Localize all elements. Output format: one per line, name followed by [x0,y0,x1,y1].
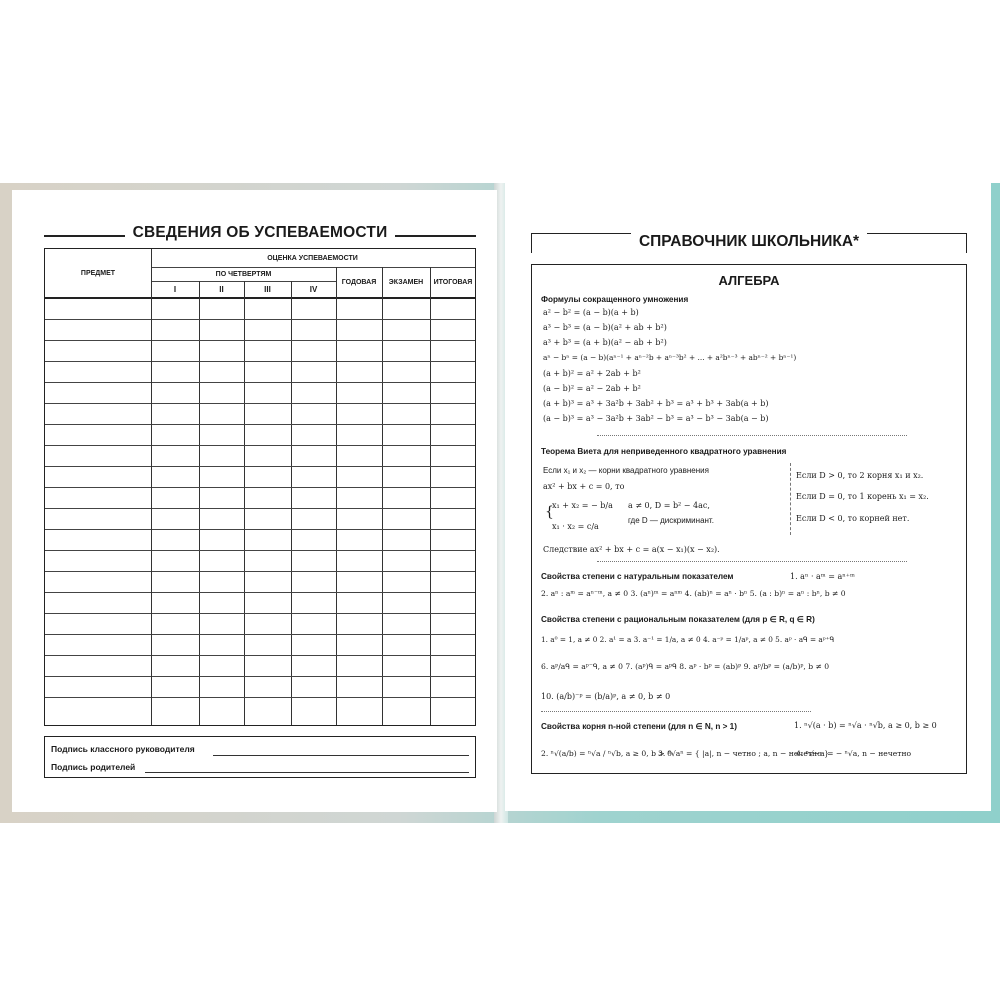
s1-line: (a + b)³ = a³ + 3a²b + 3ab² + b³ = a³ + b³ + 3ab(a + b) [543,399,769,408]
s2-l2: ax² + bx + c = 0, то [543,482,625,491]
grade-row-line [45,445,475,446]
s2-l4: x₁ · x₂ = c/a [552,522,599,531]
grade-row-line [45,571,475,572]
grade-row-line [45,529,475,530]
s1-line: (a + b)² = a² + 2ab + b² [543,369,641,378]
s5-p3: 3. ⁿ√aⁿ = { |a|, n − четно ; a, n − нечетно } [658,749,829,758]
quarter-2: II [219,284,224,294]
divider [541,711,811,712]
s1-title: Формулы сокращенного умножения [541,295,689,304]
grade-row-line [45,487,475,488]
grade-row-line [45,382,475,383]
col-quarters: ПО ЧЕТВЕРТЯМ [215,270,272,278]
s2-l3: x₁ + x₂ = − b/a [552,501,613,510]
s2-title: Теорема Виета для неприведенного квадратного уравнения [541,447,787,456]
brace-icon: { [545,504,554,520]
signature-box [44,736,476,778]
quarter-4: IV [309,284,318,294]
s1-line: (a − b)² = a² − 2ab + b² [543,384,641,393]
sign-teacher-label: Подпись классного руководителя [51,744,195,754]
algebra-heading: АЛГЕБРА [718,273,780,288]
s3-title: Свойства степени с натуральным показателем [541,572,734,581]
divider [597,561,907,562]
reference-title-row [531,229,967,255]
reference-title: СПРАВОЧНИК ШКОЛЬНИКА* [631,233,867,250]
s4-line1: 1. a⁰ = 1, a ≠ 0 2. a¹ = a 3. a⁻¹ = 1/a, a ≠ 0 4. a⁻ᵖ = 1/aᵖ, a ≠ 0 5. aᵖ · aᑫ = aᵖ⁺ᑫ [541,635,835,644]
quarter-1: I [173,284,177,294]
quarter-3: III [264,284,271,294]
grade-row-line [45,634,475,635]
subject-column-line [151,249,152,725]
s5-p4: 4. ⁿ√−a = − ⁿ√a, n − нечетно [796,749,912,758]
s5-p1: 1. ⁿ√(a · b) = ⁿ√a · ⁿ√b, a ≥ 0, b ≥ 0 [794,721,937,730]
s2-r3: Если D < 0, то корней нет. [796,514,910,523]
grade-row-line [45,340,475,341]
col-exam: ЭКЗАМЕН [388,278,424,286]
grades-table [44,248,476,726]
left-page [12,190,497,812]
grade-row-line [45,508,475,509]
sign-teacher-line[interactable] [213,755,469,756]
vieta-separator [790,463,791,535]
s4-title: Свойства степени с рациональным показателем (для p ∈ R, q ∈ R) [541,615,815,624]
col-final: ИТОГОВАЯ [433,278,473,286]
s1-line: aⁿ − bⁿ = (a − b)(aⁿ⁻¹ + aⁿ⁻²b + aⁿ⁻³b² + ... + a²bⁿ⁻³ + abⁿ⁻² + bⁿ⁻¹) [543,353,797,362]
grade-row-line [45,403,475,404]
grade-row-line [45,592,475,593]
grade-row-line [45,550,475,551]
right-page [505,183,991,811]
grade-row-line [45,676,475,677]
s1-line: a³ − b³ = (a − b)(a² + ab + b²) [543,323,667,332]
grade-row-line [45,319,475,320]
s3-p2: 2. aⁿ : aᵐ = aⁿ⁻ᵐ, a ≠ 0 3. (aⁿ)ᵐ = aⁿᵐ 4. (ab)ⁿ = aⁿ · bⁿ 5. (a : b)ⁿ = aⁿ : bⁿ, b ≠ 0 [541,589,846,598]
col-grades: ОЦЕНКА УСПЕВАЕМОСТИ [267,254,358,262]
col-subject: ПРЕДМЕТ [80,269,116,277]
s4-line3: 10. (a/b)⁻ᵖ = (b/a)ᵖ, a ≠ 0, b ≠ 0 [541,692,671,701]
s2-l6: где D — дискриминант. [628,516,714,525]
grade-row-line [45,613,475,614]
grades-title: СВЕДЕНИЯ ОБ УСПЕВАЕМОСТИ [125,224,396,241]
grade-row-line [45,424,475,425]
grade-row-line [45,361,475,362]
s4-line2: 6. aᵖ/aᑫ = aᵖ⁻ᑫ, a ≠ 0 7. (aᵖ)ᑫ = aᵖᑫ 8. aᵖ · bᵖ = (ab)ᵖ 9. aᵖ/bᵖ = (a/b)ᵖ, b ≠ 0 [541,662,830,671]
s1-line: a² − b² = (a − b)(a + b) [543,308,639,317]
algebra-reference-box [531,264,967,774]
sign-parents-line[interactable] [145,772,469,773]
grade-row-line [45,655,475,656]
grade-row-line [45,697,475,698]
s3-p1: 1. aⁿ · aᵐ = aⁿ⁺ᵐ [790,572,855,581]
s1-line: (a − b)³ = a³ − 3a²b + 3ab² − b³ = a³ − b³ − 3ab(a − b) [543,414,769,423]
grades-title-row [44,224,476,246]
grade-row-line [45,466,475,467]
s2-l1: Если x₁ и x₂ — корни квадратного уравнения [543,466,709,475]
s2-l5: a ≠ 0, D = b² − 4ac, [628,501,710,510]
s2-l7: Следствие ax² + bx + c = a(x − x₁)(x − x₂). [543,545,720,554]
col-year: ГОДОВАЯ [341,278,377,286]
divider [597,435,907,436]
s5-p2: 2. ⁿ√(a/b) = ⁿ√a / ⁿ√b, a ≥ 0, b > 0 [541,749,672,758]
s2-r1: Если D > 0, то 2 корня x₁ и x₂. [796,471,924,480]
s5-title: Свойства корня n-ной степени (для n ∈ N, n > 1) [541,722,737,731]
s2-r2: Если D = 0, то 1 корень x₁ = x₂. [796,492,929,501]
sign-parents-label: Подпись родителей [51,762,136,772]
s1-line: a³ + b³ = (a + b)(a² − ab + b²) [543,338,667,347]
